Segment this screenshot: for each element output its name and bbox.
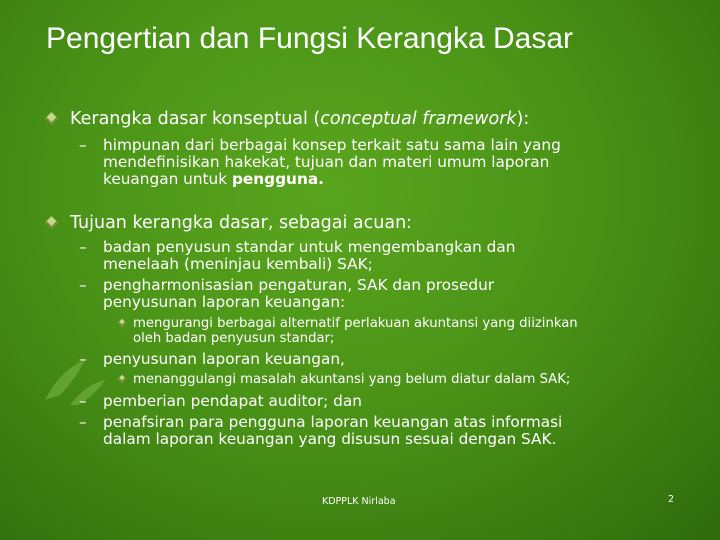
bullet-icon <box>118 319 126 327</box>
footer-text: KDPPLK Nirlaba <box>322 496 396 507</box>
leaf-decoration-icon <box>40 350 110 410</box>
bullet-icon <box>45 216 58 229</box>
sub-item: – pengharmonisasian pengaturan, SAK dan prosedur penyusunan laporan keuangan: <box>79 276 495 311</box>
bullet-icon <box>45 112 58 125</box>
sub-item: – himpunan dari berbagai konsep terkait satu sama lain yang mendefinisikan hakekat, tujuan dan materi umum laporan keuangan untuk pengguna. <box>79 136 561 188</box>
bullet-text: Kerangka dasar konseptual (conceptual framework): <box>70 109 530 129</box>
sub-item: – badan penyusun standar untuk mengembangkan dan menelaah (meninjau kembali) SAK; <box>79 238 516 273</box>
bullet-text: Tujuan kerangka dasar, sebagai acuan: <box>70 213 413 233</box>
sub-item: – penafsiran para pengguna laporan keuangan atas informasi dalam laporan keuangan yang disusun sesuai dengan SAK. <box>79 413 563 448</box>
bullet-icon <box>118 375 126 383</box>
sub-sub-item: menanggulangi masalah akuntansi yang belum diatur dalam SAK; <box>133 372 571 387</box>
sub-item: – penyusunan laporan keuangan, <box>79 350 345 368</box>
sub-item: – pemberian pendapat auditor; dan <box>79 392 362 410</box>
slide-title: Pengertian dan Fungsi Kerangka Dasar <box>46 22 573 55</box>
sub-sub-item: mengurangi berbagai alternatif perlakuan akuntansi yang diizinkan oleh badan penyusun standar; <box>133 316 578 346</box>
page-number: 2 <box>668 494 675 505</box>
